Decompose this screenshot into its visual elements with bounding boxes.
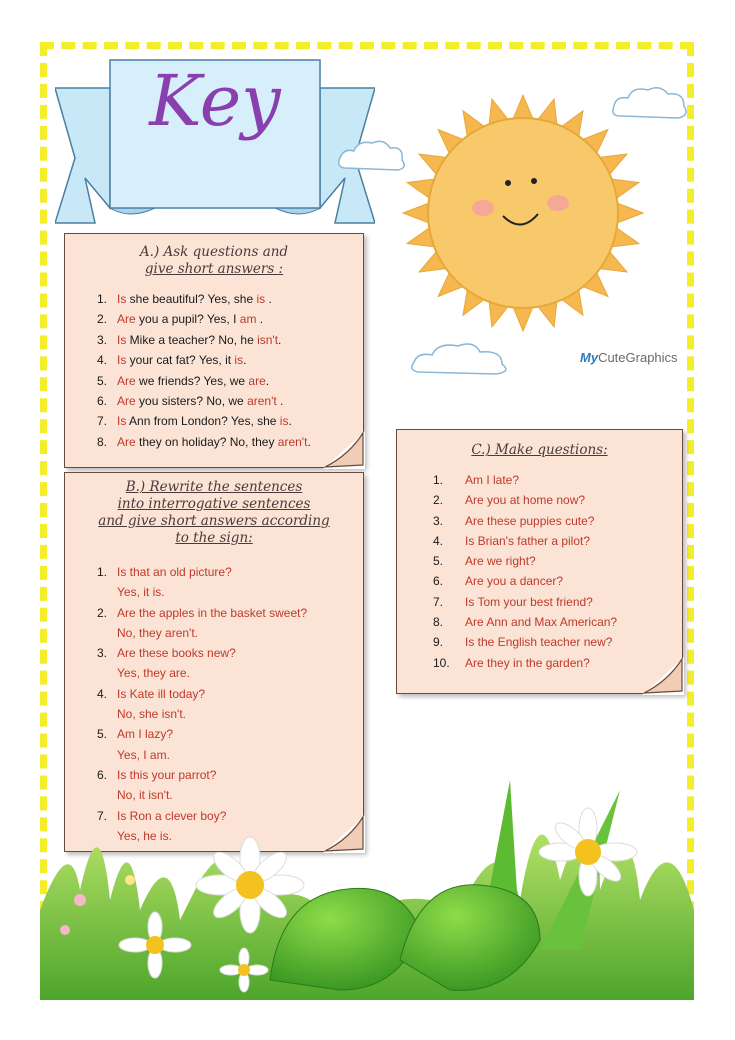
question-text: Is Tom your best friend? bbox=[465, 594, 593, 609]
section-b-heading-line: to the sign: bbox=[175, 530, 253, 546]
item-number: 1. bbox=[97, 565, 108, 579]
list-item bbox=[433, 574, 682, 594]
punctuation: . bbox=[278, 332, 282, 347]
section-b-heading-line: B.) Rewrite the sentences bbox=[125, 479, 303, 495]
verb-answer: Are bbox=[117, 434, 136, 449]
list-item bbox=[433, 595, 682, 615]
sentence-text: your cat fat? Yes, it bbox=[126, 353, 235, 368]
item-number: 3. bbox=[433, 513, 444, 528]
question-text: Is Brian's father a pilot? bbox=[465, 533, 591, 548]
short-answer: is bbox=[256, 292, 266, 306]
page-curl-icon bbox=[642, 657, 684, 695]
item-number: 2. bbox=[433, 493, 444, 508]
verb-answer: Is bbox=[117, 353, 127, 368]
question-text: Are you at home now? bbox=[465, 493, 586, 508]
answer-text: Yes, they are. bbox=[117, 666, 190, 681]
section-a-heading bbox=[65, 234, 363, 278]
verb-answer: Is bbox=[117, 292, 127, 306]
question-text: Am I late? bbox=[465, 473, 520, 487]
question-text: Are you a dancer? bbox=[465, 574, 564, 589]
sentence-text: you a pupil? Yes, I bbox=[135, 312, 240, 327]
list-item bbox=[97, 333, 363, 353]
question-text: Is that an old picture? bbox=[117, 565, 232, 579]
list-item bbox=[97, 606, 363, 647]
list-item bbox=[433, 473, 682, 493]
punctuation: . bbox=[276, 393, 284, 408]
sentence-text: Mike a teacher? No, he bbox=[126, 332, 258, 347]
question-text: Is Kate ill today? bbox=[117, 686, 206, 701]
list-item bbox=[433, 493, 682, 513]
question-text: Am I lazy? bbox=[117, 727, 174, 742]
verb-answer: Are bbox=[117, 312, 136, 327]
answer-text: Yes, it is. bbox=[117, 585, 165, 600]
sentence-text: we friends? Yes, we bbox=[135, 373, 249, 388]
list-item bbox=[97, 394, 363, 414]
list-item bbox=[433, 615, 682, 635]
item-number: 4. bbox=[97, 686, 108, 701]
item-number: 4. bbox=[97, 353, 108, 368]
item-number: 10. bbox=[433, 655, 450, 670]
answer-text: Yes, he is. bbox=[117, 828, 172, 843]
question-text: Are Ann and Max American? bbox=[465, 615, 618, 630]
punctuation: . bbox=[243, 353, 247, 368]
verb-answer: Is bbox=[117, 414, 127, 429]
item-number: 6. bbox=[97, 767, 108, 782]
brand-logo: MyCuteGraphics bbox=[580, 350, 678, 365]
question-text: Is this your parrot? bbox=[117, 767, 217, 782]
list-item bbox=[97, 565, 363, 606]
section-c-card bbox=[396, 429, 683, 694]
list-item bbox=[433, 554, 682, 574]
section-a-heading-line2: give short answers : bbox=[144, 261, 284, 277]
sentence-text: you sisters? No, we bbox=[135, 393, 248, 408]
punctuation: . bbox=[288, 414, 292, 429]
short-answer: aren't bbox=[277, 434, 308, 449]
section-c-heading: C.) Make questions: bbox=[471, 442, 608, 458]
section-c-list bbox=[433, 473, 682, 676]
grass-and-flowers-illustration bbox=[40, 760, 694, 1000]
answer-text: No, they aren't. bbox=[117, 625, 198, 640]
list-item bbox=[97, 312, 363, 332]
section-b-heading bbox=[65, 473, 363, 547]
section-a-card bbox=[64, 233, 364, 468]
list-item bbox=[97, 353, 363, 373]
question-text: Are we right? bbox=[465, 554, 536, 569]
section-a-heading-line1: A.) Ask questions and bbox=[139, 244, 289, 260]
short-answer: is bbox=[279, 414, 289, 429]
smiling-sun-icon bbox=[388, 88, 658, 338]
list-item bbox=[97, 687, 363, 728]
item-number: 9. bbox=[433, 635, 444, 650]
question-text: Is Ron a clever boy? bbox=[117, 808, 227, 823]
item-number: 7. bbox=[97, 414, 108, 429]
verb-answer: Are bbox=[117, 393, 136, 408]
question-text: Are they in the garden? bbox=[465, 655, 590, 670]
item-number: 2. bbox=[97, 312, 108, 327]
item-number: 8. bbox=[433, 615, 444, 630]
item-number: 1. bbox=[97, 292, 108, 306]
item-number: 7. bbox=[97, 808, 108, 823]
sentence-text: Ann from London? Yes, she bbox=[126, 414, 280, 429]
verb-answer: Are bbox=[117, 373, 136, 388]
answer-text: No, she isn't. bbox=[117, 707, 186, 722]
item-number: 1. bbox=[433, 473, 444, 487]
page-curl-icon bbox=[323, 431, 365, 469]
item-number: 8. bbox=[97, 434, 108, 449]
short-answer: isn't bbox=[257, 332, 279, 347]
punctuation: . bbox=[265, 373, 270, 388]
item-number: 5. bbox=[97, 373, 108, 388]
answer-text: Yes, I am. bbox=[117, 747, 170, 762]
section-b-heading-line: and give short answers according bbox=[98, 513, 330, 529]
item-number: 5. bbox=[433, 554, 444, 569]
item-number: 4. bbox=[433, 533, 444, 548]
list-item bbox=[433, 635, 682, 655]
item-number: 2. bbox=[97, 605, 108, 620]
item-number: 6. bbox=[433, 574, 444, 589]
item-number: 7. bbox=[433, 594, 444, 609]
sentence-text: they on holiday? No, they bbox=[135, 434, 278, 449]
item-number: 3. bbox=[97, 646, 108, 661]
item-number: 3. bbox=[97, 332, 108, 347]
punctuation: . bbox=[256, 312, 264, 327]
short-answer: am bbox=[239, 312, 257, 327]
question-text: Are these puppies cute? bbox=[465, 513, 595, 528]
cloud-icon bbox=[408, 340, 512, 382]
answer-text: No, it isn't. bbox=[117, 788, 173, 803]
list-item bbox=[433, 534, 682, 554]
sentence-text: she beautiful? Yes, she bbox=[126, 292, 257, 306]
item-number: 5. bbox=[97, 727, 108, 742]
short-answer: is bbox=[234, 353, 244, 368]
question-text: Are the apples in the basket sweet? bbox=[117, 605, 308, 620]
question-text: Are these books new? bbox=[117, 646, 236, 661]
question-text: Is the English teacher new? bbox=[465, 635, 613, 650]
short-answer: are bbox=[248, 373, 266, 388]
punctuation: . bbox=[307, 434, 311, 449]
verb-answer: Is bbox=[117, 332, 127, 347]
short-answer: aren't bbox=[247, 393, 277, 408]
list-item bbox=[97, 292, 363, 312]
list-item bbox=[97, 374, 363, 394]
list-item bbox=[433, 514, 682, 534]
section-b-heading-line: into interrogative sentences bbox=[117, 496, 311, 512]
list-item bbox=[97, 646, 363, 687]
page-title: Key bbox=[149, 60, 281, 142]
punctuation: . bbox=[265, 292, 272, 306]
item-number: 6. bbox=[97, 393, 108, 408]
